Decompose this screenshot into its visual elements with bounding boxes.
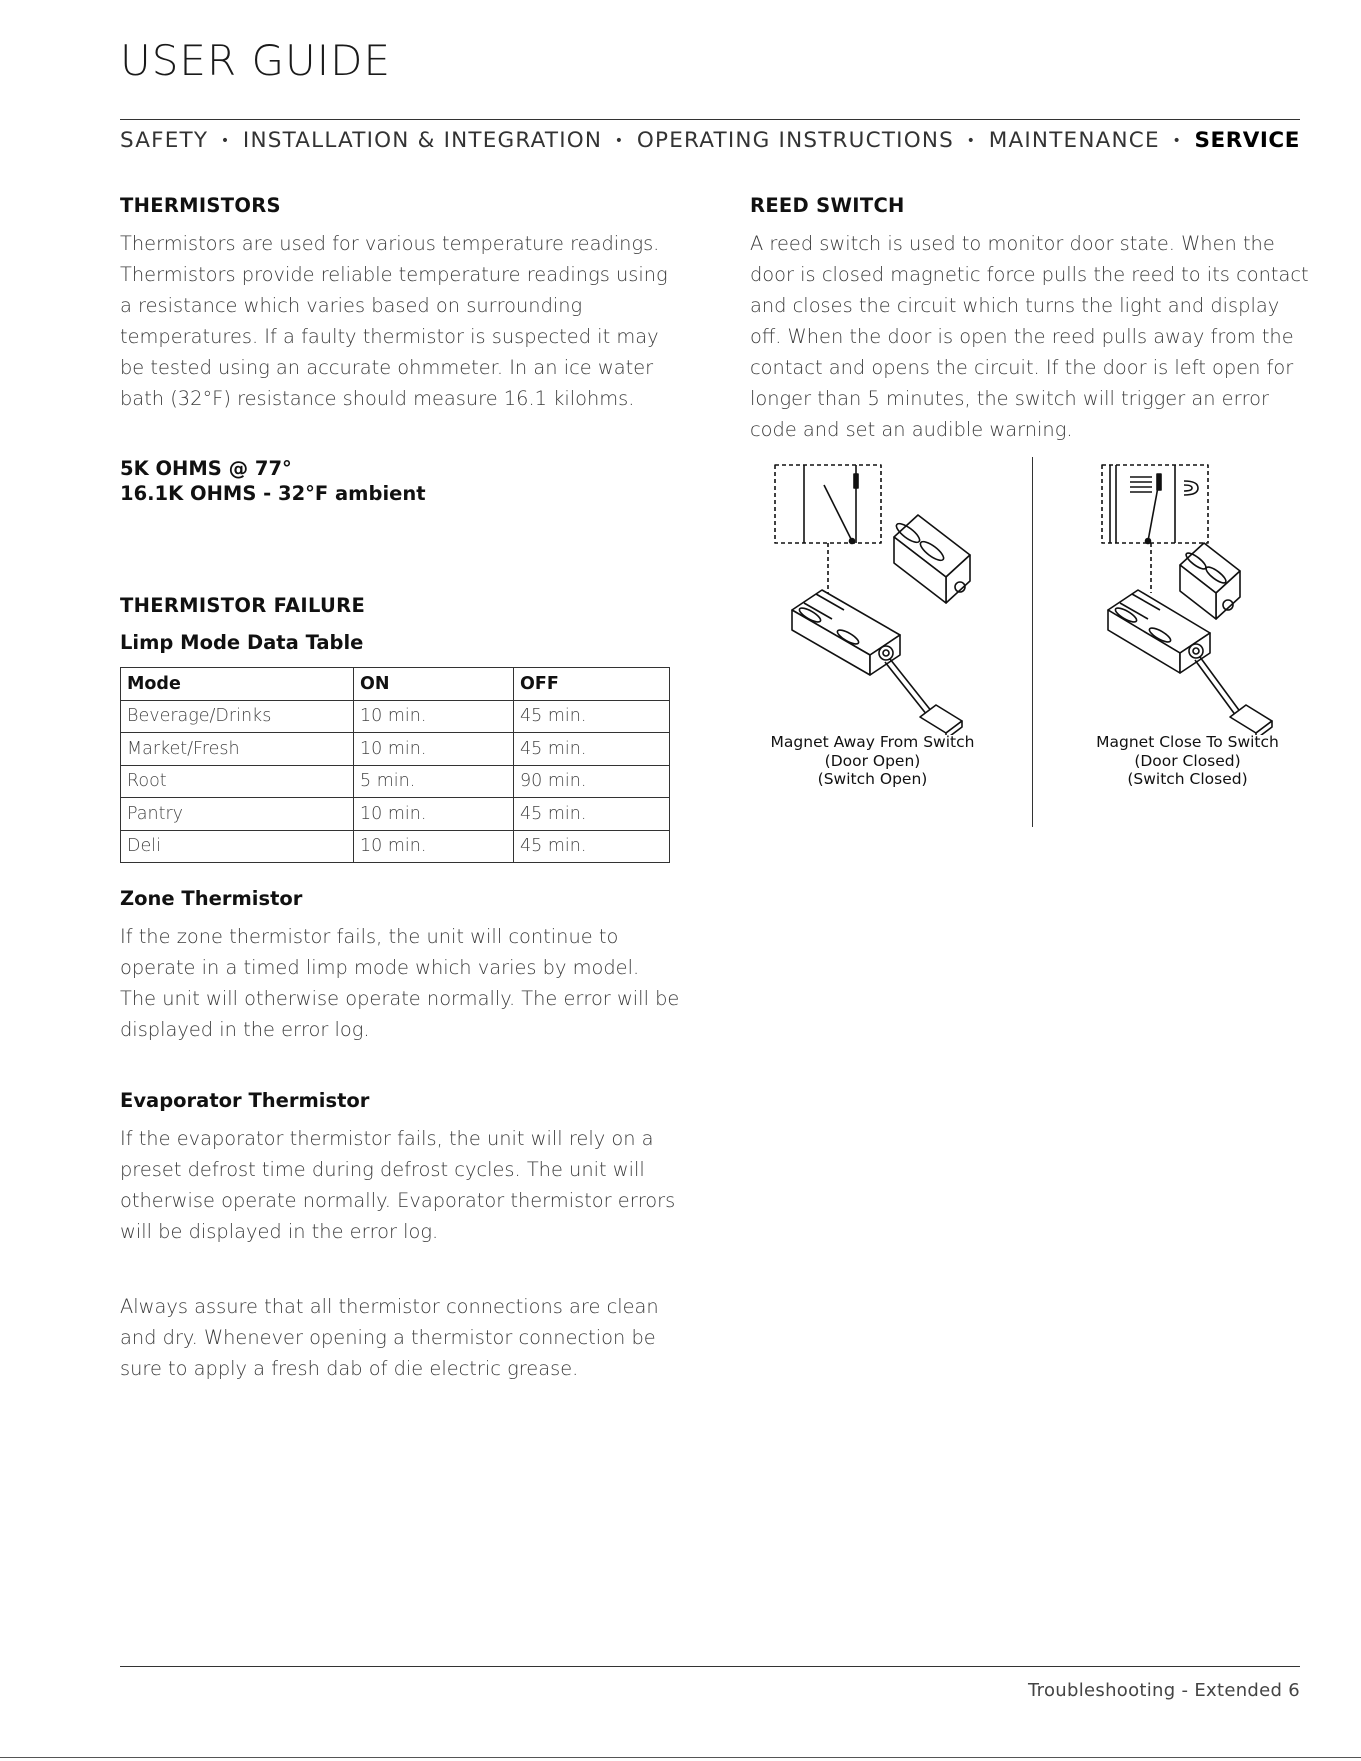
table-cell: 10 min.	[354, 830, 514, 863]
spec-line-2: 16.1K OHMS - 32°F ambient	[120, 482, 426, 505]
left-column	[120, 192, 680, 1384]
reed-switch-closed-illustration	[1080, 455, 1300, 735]
column-header: OFF	[514, 668, 670, 701]
failure-heading: THERMISTOR FAILURE	[120, 594, 366, 617]
column-header: ON	[354, 668, 514, 701]
table-cell: Pantry	[121, 798, 354, 831]
table-cell: 45 min.	[514, 700, 670, 733]
spec-line-1: 5K OHMS @ 77°	[120, 457, 292, 480]
header-rule	[120, 119, 1300, 120]
table-row	[121, 830, 670, 863]
evaporator-thermistor-heading: Evaporator Thermistor	[120, 1089, 370, 1112]
table-title: Limp Mode Data Table	[120, 631, 364, 654]
zone-thermistor-heading: Zone Thermistor	[120, 887, 303, 910]
right-column	[750, 192, 1310, 445]
section-nav	[120, 128, 1300, 153]
table-cell: 90 min.	[514, 765, 670, 798]
limp-mode-table	[120, 667, 670, 863]
caption-line: (Switch Open)	[817, 770, 928, 788]
caption-line: Magnet Away From Switch	[770, 733, 975, 751]
caption-line: Magnet Close To Switch	[1096, 733, 1279, 751]
zone-thermistor-body: If the zone thermistor fails, the unit will continue to operate in a timed limp mode which varies by model. The unit will otherwise operate normally. The error will be displayed in the error log.	[120, 925, 680, 1041]
page-title: USER GUIDE	[120, 36, 392, 85]
table-cell: 45 min.	[514, 830, 670, 863]
column-header: Mode	[121, 668, 354, 701]
figure-caption-open	[750, 733, 995, 789]
table-header-row	[121, 668, 670, 701]
caption-line: (Door Closed)	[1134, 751, 1241, 770]
caption-line: (Door Open)	[824, 751, 921, 770]
nav-item-installation[interactable]: INSTALLATION & INTEGRATION	[242, 128, 603, 153]
nav-bullet: •	[614, 132, 625, 149]
footer-rule	[120, 1666, 1300, 1667]
table-row	[121, 765, 670, 798]
table-cell: Root	[121, 765, 354, 798]
nav-item-operating[interactable]: OPERATING INSTRUCTIONS	[636, 128, 954, 153]
evaporator-thermistor-body: If the evaporator thermistor fails, the unit will rely on a preset defrost time during defrost cycles. The unit will otherwise operate normally. Evaporator thermistor errors will be displayed in the error log.	[120, 1127, 676, 1243]
table-cell: Market/Fresh	[121, 733, 354, 766]
nav-bullet: •	[1172, 132, 1182, 149]
nav-item-safety[interactable]: SAFETY	[120, 128, 209, 153]
nav-bullet: •	[966, 132, 977, 149]
nav-item-maintenance[interactable]: MAINTENANCE	[988, 128, 1160, 153]
table-cell: Deli	[121, 830, 354, 863]
table-cell: Beverage/Drinks	[121, 700, 354, 733]
table-cell: 10 min.	[354, 700, 514, 733]
table-cell: 10 min.	[354, 798, 514, 831]
figure-divider	[1032, 457, 1033, 827]
caption-line: (Switch Closed)	[1127, 770, 1248, 788]
reed-switch-open-illustration	[760, 455, 1000, 735]
table-row	[121, 733, 670, 766]
table-cell: 10 min.	[354, 733, 514, 766]
reed-switch-body: A reed switch is used to monitor door state. When the door is closed magnetic force pulls the reed to its contact and closes the circuit which turns the light and display off. When the door is open the reed pulls away from the contact and opens the circuit. If the door is left open for longer than 5 minutes, the switch will trigger an error code and set an audible warning.	[750, 232, 1309, 441]
figure-caption-closed	[1060, 733, 1315, 789]
table-row	[121, 798, 670, 831]
table-cell: 5 min.	[354, 765, 514, 798]
thermistors-body: Thermistors are used for various temperature readings. Thermistors provide reliable temperature readings using a resistance which varies based on surrounding temperatures. If a faulty thermistor is suspected it may be tested using an accurate ohmmeter. In an ice water bath (32°F) resistance should measure 16.1 kilohms.	[120, 232, 668, 410]
table-row	[121, 700, 670, 733]
nav-item-service[interactable]: SERVICE	[1194, 128, 1300, 153]
nav-bullet: •	[220, 132, 231, 149]
table-cell: 45 min.	[514, 733, 670, 766]
connection-note: Always assure that all thermistor connections are clean and dry. Whenever opening a thermistor connection be sure to apply a fresh dab of die electric grease.	[120, 1295, 659, 1380]
page-edge-rule	[0, 1757, 1361, 1758]
reed-switch-heading: REED SWITCH	[750, 194, 905, 217]
thermistors-heading: THERMISTORS	[120, 194, 281, 217]
page-footer: Troubleshooting - Extended 6	[1028, 1680, 1300, 1701]
table-cell: 45 min.	[514, 798, 670, 831]
